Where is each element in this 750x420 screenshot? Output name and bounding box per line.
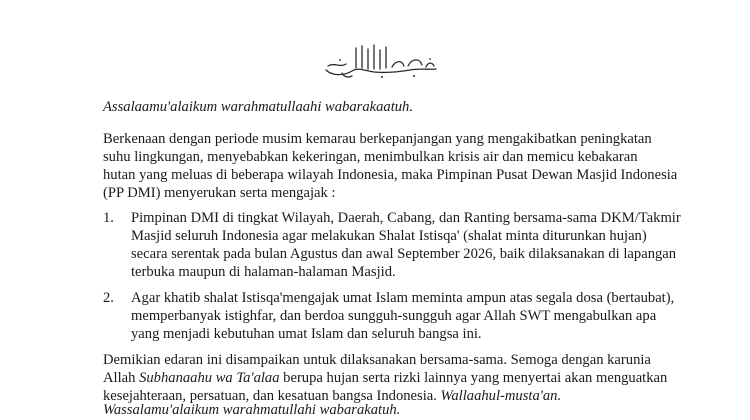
closing-line-2-italic: Subhanaahu wa Ta'alaa <box>139 370 280 386</box>
list-item-2-number: 2. <box>103 290 114 306</box>
closing-line-2-pre: Allah <box>103 370 140 386</box>
intro-line-2: suhu lingkungan, menyebabkan kekeringan, menimbulkan krisis air dan memicu kebakaran <box>103 149 638 165</box>
basmalah-calligraphy <box>322 40 440 82</box>
list-item-2-line-2: memperbanyak istighfar, dan berdoa sungguh-sungguh agar Allah SWT mengabulkan apa <box>131 308 657 324</box>
closing-line-2-post: berupa hujan serta rizki lainnya yang menyertai akan menguatkan <box>279 370 668 386</box>
intro-line-3: hutan yang meluas di beberapa wilayah Indonesia, maka Pimpinan Pusat Dewan Masjid Indonesia <box>103 167 678 183</box>
list-item-2-line-1: Agar khatib shalat Istisqa'mengajak umat Islam meminta ampun atas segala dosa (bertaubat), <box>131 290 675 306</box>
intro-line-1: Berkenaan dengan periode musim kemarau berkepanjangan yang mengakibatkan peningkatan <box>103 131 652 147</box>
intro-line-4: (PP DMI) menyerukan serta mengajak : <box>103 185 336 201</box>
closing-line-3-pre: kesejahteraan, persatuan, dan kesatuan bangsa Indonesia. <box>103 388 441 404</box>
list-item-1-line-2: Masjid seluruh Indonesia agar melakukan Shalat Istisqa' (shalat minta diturunkan hujan) <box>131 228 647 244</box>
closing-line-1: Demikian edaran ini disampaikan untuk dilaksanakan bersama-sama. Semoga dengan karunia <box>103 352 651 368</box>
list-item-1-line-1: Pimpinan DMI di tingkat Wilayah, Daerah, Cabang, dan Ranting bersama-sama DKM/Takmir <box>131 210 681 226</box>
list-item-2-line-3: yang menjadi kebutuhan umat Islam dan seluruh bangsa ini. <box>131 326 482 342</box>
closing-line-3-italic: Wallaahul-musta'an. <box>440 388 562 404</box>
list-item-1-line-3: secara serentak pada bulan Agustus dan awal September 2026, baik dilaksanakan di lapangan <box>131 246 677 262</box>
closing-salutation: Wassalamu'alaikum warahmatullahi wabarakatuh. <box>103 402 401 418</box>
opening-salutation: Assalaamu'alaikum warahmatullaahi wabarakaatuh. <box>103 99 414 115</box>
list-item-1-number: 1. <box>103 210 114 226</box>
list-item-1-line-4: terbuka maupun di halaman-halaman Masjid. <box>131 264 396 280</box>
closing-line-2 <box>103 370 667 388</box>
